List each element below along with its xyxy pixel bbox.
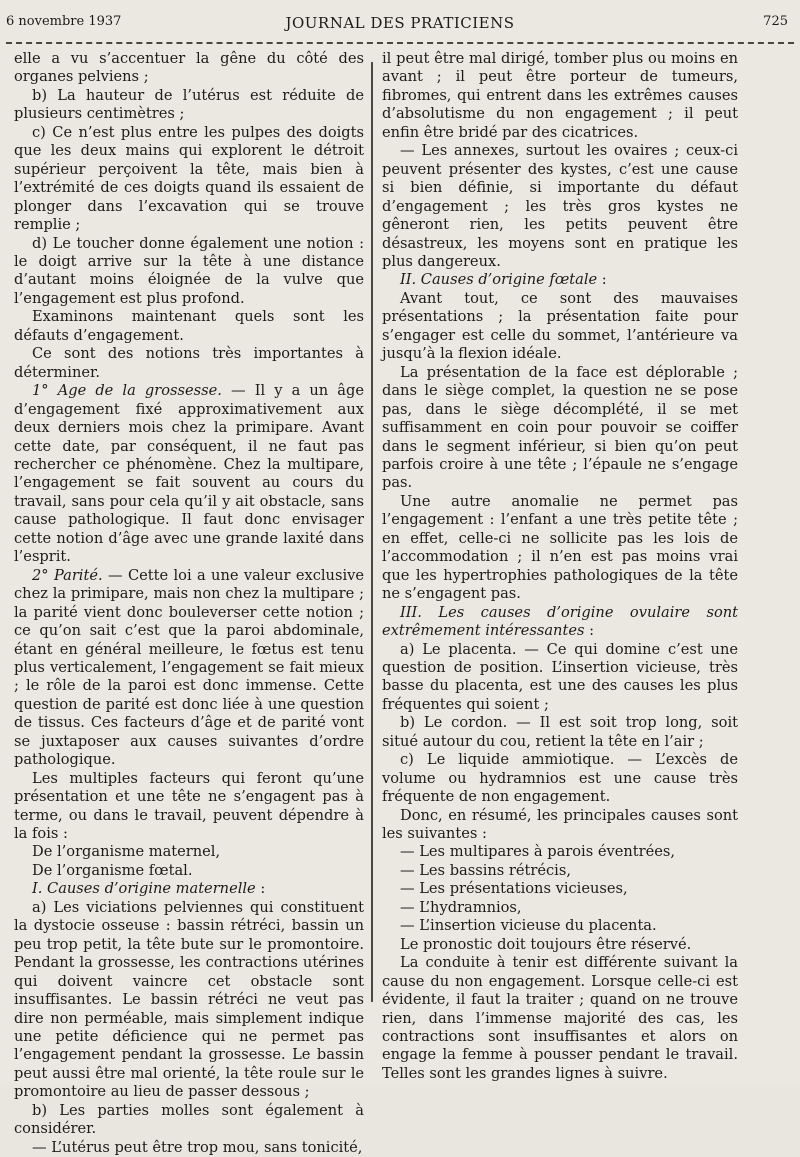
paragraph-text: — L’hydramnios, [400, 898, 522, 916]
page-header [0, 14, 800, 36]
page-number: 725 [763, 14, 788, 29]
journal-title: JOURNAL DES PRATICIENS [285, 14, 515, 32]
paragraph-text: d) Le toucher donne également une notion : le doigt arrive sur la tête à une distance d’autant moins éloignée de la vulve que l’engagement est plus profond. [14, 234, 364, 307]
paragraph [382, 364, 738, 493]
paragraph-text: — L’insertion vicieuse du placenta. [400, 917, 657, 935]
paragraph [14, 382, 364, 567]
paragraph [382, 271, 738, 289]
paragraph-text: b) Les parties molles sont également à considérer. [14, 1101, 364, 1138]
paragraph [382, 290, 738, 364]
paragraph-text: La présentation de la face est déplorable ; dans le siège complet, la question ne se pose pas, dans le siège décomplété, il se met suffisamment en coin pour pouvoir se coiffer dans le segment inférieur, si bien qu’on peut parfois croire à une tête ; l’épaule ne s’engage pas. [382, 363, 738, 492]
paragraph-text: La conduite à tenir est différente suivant la cause du non engagement. Lorsque celle-ci est évidente, il faut la traiter ; quand on ne trouve rien, dans l’immense majorité des cas, les contractions sont insuffisantes et alors on engage la femme à pousser pendant le travail. Telles sont les grandes lignes à suivre. [382, 954, 738, 1082]
paragraph-text: b) Le cordon. — Il est soit trop long, soit situé autour du cou, retient la tête en l’air ; [382, 714, 738, 750]
paragraph [382, 493, 738, 604]
paragraph [14, 862, 364, 880]
paragraph [382, 917, 738, 935]
paragraph [14, 308, 364, 345]
paragraph-text: : [584, 622, 595, 640]
paragraph [382, 862, 738, 880]
paragraph-text: a) Le placenta. — Ce qui domine c’est une question de position. L’insertion vicieuse, très basse du placenta, est une des causes les plus fréquentes qui soient ; [382, 640, 738, 713]
paragraph-text: Le pronostic doit toujours être réservé. [400, 935, 692, 953]
issue-date: 6 novembre 1937 [6, 14, 122, 29]
paragraph [14, 87, 364, 124]
paragraph [14, 235, 364, 309]
section-heading: 2° Parité. [32, 566, 103, 584]
paragraph [382, 954, 738, 1083]
paragraph [14, 770, 364, 844]
paragraph-text: Ce sont des notions très importantes à déterminer. [14, 345, 364, 381]
paragraph [14, 1139, 364, 1157]
paragraph [14, 124, 364, 235]
paragraph-text: Examinons maintenant quels sont les défauts d’engagement. [14, 308, 364, 344]
paragraph-text: elle a vu s’accentuer la gêne du côté des organes pelviens ; [14, 50, 364, 86]
paragraph [14, 567, 364, 770]
section-heading: III. Les causes d’origine ovulaire sont extrêmement intéressantes [382, 603, 738, 640]
paragraph-text: — Les bassins rétrécis, [400, 861, 571, 879]
paragraph-text: : [255, 880, 266, 898]
paragraph [14, 843, 364, 861]
paragraph [382, 714, 738, 751]
paragraph [14, 899, 364, 1102]
paragraph-text: — Les présentations vicieuses, [400, 880, 628, 898]
paragraph-text: b) La hauteur de l’utérus est réduite de plusieurs centimètres ; [14, 86, 364, 123]
section-heading: I. Causes d’origine maternelle [32, 880, 256, 898]
paragraph [382, 641, 738, 715]
paragraph [382, 50, 738, 142]
paragraph [14, 50, 364, 87]
paragraph [382, 880, 738, 898]
section-heading: 1° Age de la grossesse. [32, 382, 222, 400]
paragraph-text: — Il y a un âge d’engagement fixé approximativement aux deux derniers mois chez la primipare. Avant cette date, par conséquent, il ne faut pas rechercher ce phénomène. Chez la multipare, l’engagement se fait souvent au cours du travail, sans pour cela qu’il y ait obstacle, sans cause pathologique. Il faut donc envisager cette notion d’âge avec une grande laxité dans l’esprit. [14, 382, 364, 566]
paragraph [382, 807, 738, 844]
column-rule [371, 62, 373, 1002]
paragraph-text: il peut être mal dirigé, tomber plus ou moins en avant ; il peut être porteur de tumeurs, fibromes, qui entrent dans les extrêmes causes d’absolutisme du non engagement ; il peut enfin être bridé par des cicatrices. [382, 50, 738, 141]
paragraph-text: — Les multipares à parois éventrées, [400, 843, 676, 861]
paragraph [14, 1102, 364, 1139]
paragraph [382, 604, 738, 641]
paragraph-text: Les multiples facteurs qui feront qu’une présentation et une tête ne s’engagent pas à terme, ou dans le travail, peuvent dépendre à la fois : [14, 769, 364, 843]
paragraph-text: c) Ce n’est plus entre les pulpes des doigts que les deux mains qui explorent le détroit supérieur perçoivent la tête, mais bien à l’extrémité de ces doigts quand ils essaient de plonger dans l’excavation qui se trouve remplie ; [14, 123, 364, 234]
left-column [14, 50, 364, 1157]
paragraph [382, 899, 738, 917]
paragraph-text: : [597, 271, 607, 289]
paragraph-text: Donc, en résumé, les principales causes sont les suivantes : [382, 806, 738, 843]
paragraph-text: Avant tout, ce sont des mauvaises présentations ; la présentation faite pour s’engager est celle du sommet, l’antérieure va jusqu’à la flexion idéale. [382, 289, 738, 363]
paragraph-text: — Cette loi a une valeur exclusive chez la primipare, mais non chez la multipare ; la parité vient donc bouleverser cette notion ; ce qu’on sait c’est que la paroi abdominale, étant en général meilleure, le fœtus est tenu plus verticalement, l’engagement se fait mieux ; le rôle de la paroi est donc immense. Cette question de parité est donc liée à une question de tissus. Ces facteurs d’âge et de parité vont se juxtaposer aux causes suivantes d’ordre pathologique. [14, 566, 364, 769]
paragraph-text: Une autre anomalie ne permet pas l’engagement : l’enfant a une très petite tête ; en effet, celle-ci ne sollicite pas les lois de l’accommodation ; il n’en est pas moins vrai que les hypertrophies pathologiques de la tête ne s’engagent pas. [382, 492, 738, 603]
paragraph-text: a) Les viciations pelviennes qui constituent la dystocie osseuse : bassin rétréci, bassin un peu trop petit, la tête bute sur le promontoire. Pendant la grossesse, les contractions utérines qui doivent vaincre cet obstacle sont insuffisantes. Le bassin rétréci ne veut pas dire non perméable, mais simplement indique une petite déficience qui ne permet pas l’engagement pendant la grossesse. Le bassin peut aussi être mal orienté, la tête roule sur le promontoire au lieu de passer dessous ; [14, 898, 364, 1101]
header-rule [6, 42, 794, 44]
section-heading: II. Causes d’origine fœtale [400, 271, 598, 289]
paragraph [14, 345, 364, 382]
paragraph [382, 843, 738, 861]
paragraph-text: — L’utérus peut être trop mou, sans tonicité, [32, 1138, 363, 1156]
paragraph [382, 142, 738, 271]
paragraph [382, 751, 738, 806]
paragraph-text: De l’organisme maternel, [32, 843, 221, 861]
paragraph [382, 936, 738, 954]
paragraph-text: De l’organisme fœtal. [32, 861, 193, 879]
paragraph [14, 880, 364, 898]
right-column [382, 50, 738, 1083]
paragraph-text: — Les annexes, surtout les ovaires ; ceux-ci peuvent présenter des kystes, c’est une cause si bien définie, si importante du défaut d’engagement ; les très gros kystes ne gêneront rien, les petits peuvent être désastreux, les moyens sont en pratique les plus dangereux. [382, 142, 738, 270]
paragraph-text: c) Le liquide ammiotique. — L’excès de volume ou hydramnios est une cause très fréquente de non engagement. [382, 751, 738, 806]
